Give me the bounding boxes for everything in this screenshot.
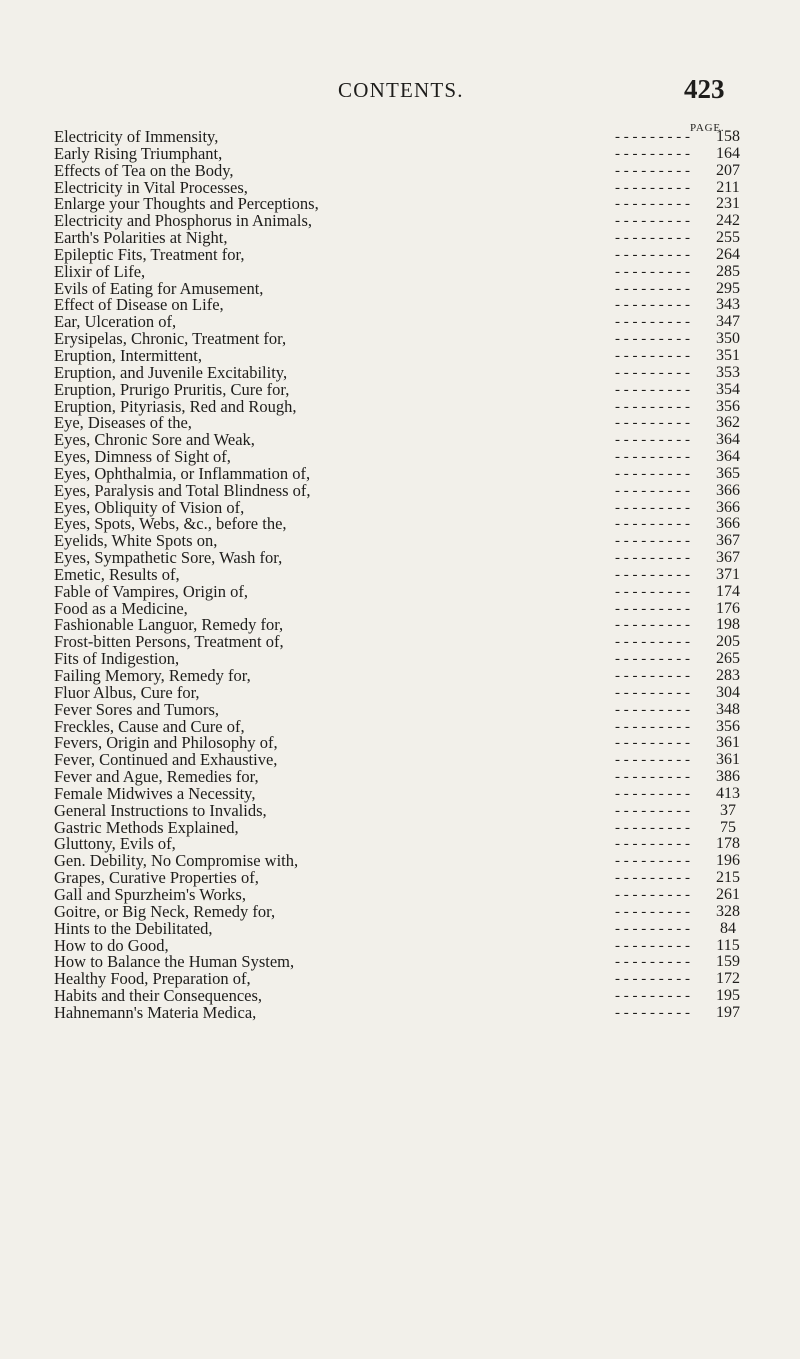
dash-leader: - - - - - - - - - <box>615 769 690 786</box>
dash-leader: - - - - - - - - - <box>615 684 690 701</box>
entry-title: Eyes, Obliquity of Vision of, <box>54 497 245 517</box>
entry-title: Elixir of Life, <box>54 261 146 281</box>
dash-leader: - - - - - - - - - <box>615 381 690 398</box>
entry-page-number: 264 <box>716 245 740 263</box>
dash-leader: - - - - - - - - - <box>615 937 690 954</box>
dash-leader: - - - - - - - - - <box>615 162 690 179</box>
entry-page-number: 386 <box>716 768 740 786</box>
entry-title: Habits and their Consequences, <box>54 986 263 1006</box>
contents-entry <box>54 313 754 330</box>
entry-page-number: 211 <box>716 178 740 196</box>
dash-leader: - - - - - - - - - <box>615 988 690 1005</box>
entry-page-number: 159 <box>716 953 740 971</box>
entry-page-number: 198 <box>716 616 740 634</box>
entry-title: Fits of Indigestion, <box>54 649 180 669</box>
dash-leader: - - - - - - - - - <box>615 145 690 162</box>
entry-page-number: 347 <box>716 313 740 331</box>
dash-leader: - - - - - - - - - <box>615 600 690 617</box>
entry-page-number: 353 <box>716 363 740 381</box>
dash-leader: - - - - - - - - - <box>615 566 690 583</box>
entry-page-number: 196 <box>716 852 740 870</box>
contents-entry <box>54 751 754 768</box>
running-head: CONTENTS. <box>338 78 464 102</box>
contents-entry <box>54 263 754 280</box>
entry-title: Healthy Food, Preparation of, <box>54 969 251 989</box>
dash-leader: - - - - - - - - - <box>615 213 690 230</box>
entry-page-number: 364 <box>716 431 740 449</box>
contents-entry <box>54 920 754 937</box>
dash-leader: - - - - - - - - - <box>615 516 690 533</box>
entry-page-number: 304 <box>716 683 740 701</box>
contents-entry <box>54 886 754 903</box>
entry-title: Erysipelas, Chronic, Treatment for, <box>54 329 287 349</box>
contents-entry <box>54 179 754 196</box>
contents-entry <box>54 195 754 212</box>
entry-title: Eyes, Chronic Sore and Weak, <box>54 430 255 450</box>
dash-leader: - - - - - - - - - <box>615 465 690 482</box>
entry-page-number: 348 <box>716 700 740 718</box>
entry-title: Freckles, Cause and Cure of, <box>54 716 245 736</box>
contents-entry <box>54 532 754 549</box>
contents-entry <box>54 1004 754 1021</box>
entry-title: Eruption, Pityriasis, Red and Rough, <box>54 396 297 416</box>
dash-leader: - - - - - - - - - <box>615 449 690 466</box>
entry-page-number: 364 <box>716 448 740 466</box>
entry-page-number: 366 <box>716 481 740 499</box>
entry-title: Fever, Continued and Exhaustive, <box>54 750 278 770</box>
contents-entry <box>54 280 754 297</box>
contents-entry <box>54 785 754 802</box>
dash-leader: - - - - - - - - - <box>615 246 690 263</box>
dash-leader: - - - - - - - - - <box>615 415 690 432</box>
contents-entry <box>54 549 754 566</box>
dash-leader: - - - - - - - - - <box>615 499 690 516</box>
entry-page-number: 366 <box>716 498 740 516</box>
entry-title: Hints to the Debilitated, <box>54 918 213 938</box>
entry-title: Earth's Polarities at Night, <box>54 228 228 248</box>
contents-entry <box>54 734 754 751</box>
entry-page-number: 350 <box>716 330 740 348</box>
entry-title: Gastric Methods Explained, <box>54 817 239 837</box>
contents-entry <box>54 583 754 600</box>
entry-title: Female Midwives a Necessity, <box>54 783 256 803</box>
dash-leader: - - - - - - - - - <box>615 583 690 600</box>
entry-title: Fevers, Origin and Philosophy of, <box>54 733 278 753</box>
entry-title: Fable of Vampires, Origin of, <box>54 581 248 601</box>
contents-entry <box>54 145 754 162</box>
dash-leader: - - - - - - - - - <box>615 752 690 769</box>
contents-entry <box>54 398 754 415</box>
contents-entry <box>54 701 754 718</box>
dash-leader: - - - - - - - - - <box>615 886 690 903</box>
entry-page-number: 242 <box>716 212 740 230</box>
dash-leader: - - - - - - - - - <box>615 263 690 280</box>
entry-title: Frost-bitten Persons, Treatment of, <box>54 632 284 652</box>
entry-page-number: 371 <box>716 565 740 583</box>
contents-entry <box>54 987 754 1004</box>
dash-leader: - - - - - - - - - <box>615 954 690 971</box>
entry-page-number: 362 <box>716 414 740 432</box>
entry-title: Failing Memory, Remedy for, <box>54 666 251 685</box>
dash-leader: - - - - - - - - - <box>615 432 690 449</box>
contents-entry <box>54 465 754 482</box>
entry-title: Eyes, Ophthalmia, or Inflammation of, <box>54 463 311 483</box>
entry-title: Fever and Ague, Remedies for, <box>54 767 259 787</box>
dash-leader: - - - - - - - - - <box>615 819 690 836</box>
entry-title: Gall and Spurzheim's Works, <box>54 884 246 904</box>
contents-entry <box>54 381 754 398</box>
entry-title: Electricity and Phosphorus in Animals, <box>54 211 313 231</box>
entry-page-number: 354 <box>716 380 740 398</box>
entry-page-number: 172 <box>716 970 740 988</box>
contents-entry <box>54 667 754 684</box>
page-number: 423 <box>684 74 725 104</box>
dash-leader: - - - - - - - - - <box>615 802 690 819</box>
contents-entry <box>54 937 754 954</box>
entry-page-number: 158 <box>716 128 740 145</box>
dash-leader: - - - - - - - - - <box>615 634 690 651</box>
entry-title: How to Balance the Human System, <box>54 952 295 972</box>
entry-title: Eyelids, White Spots on, <box>54 531 218 551</box>
entry-title: Eruption, Intermittent, <box>54 345 203 365</box>
entry-title: How to do Good, <box>54 935 169 955</box>
entry-page-number: 361 <box>716 734 740 752</box>
entry-title: Early Rising Triumphant, <box>54 143 223 163</box>
entry-page-number: 356 <box>716 717 740 735</box>
dash-leader: - - - - - - - - - <box>615 482 690 499</box>
entry-title: Ear, Ulceration of, <box>54 312 177 332</box>
dash-leader: - - - - - - - - - <box>615 718 690 735</box>
dash-leader: - - - - - - - - - <box>615 651 690 668</box>
contents-entry <box>54 330 754 347</box>
dash-leader: - - - - - - - - - <box>615 533 690 550</box>
entry-title: Fashionable Languor, Remedy for, <box>54 615 284 635</box>
entry-title: Hahnemann's Materia Medica, <box>54 1002 257 1022</box>
dash-leader: - - - - - - - - - <box>615 903 690 920</box>
dash-leader: - - - - - - - - - <box>615 280 690 297</box>
entry-title: Grapes, Curative Properties of, <box>54 868 259 888</box>
entry-page-number: 84 <box>720 919 736 937</box>
entry-title: Effects of Tea on the Body, <box>54 160 234 180</box>
contents-entry <box>54 819 754 836</box>
contents-entry <box>54 499 754 516</box>
contents-entry <box>54 650 754 667</box>
dash-leader: - - - - - - - - - <box>615 331 690 348</box>
entry-title: Effect of Disease on Life, <box>54 295 224 315</box>
entry-page-number: 283 <box>716 667 740 684</box>
dash-leader: - - - - - - - - - <box>615 735 690 752</box>
dash-leader: - - - - - - - - - <box>615 550 690 567</box>
dash-leader: - - - - - - - - - <box>615 347 690 364</box>
entry-page-number: 365 <box>716 464 740 482</box>
entry-page-number: 195 <box>716 987 740 1005</box>
dash-leader: - - - - - - - - - <box>615 129 690 145</box>
contents-entry <box>54 431 754 448</box>
entry-page-number: 367 <box>716 532 740 550</box>
dash-leader: - - - - - - - - - <box>615 230 690 247</box>
entry-title: Enlarge your Thoughts and Perceptions, <box>54 194 319 214</box>
entry-page-number: 37 <box>720 801 736 819</box>
entry-title: Emetic, Results of, <box>54 564 180 584</box>
contents-entry <box>54 903 754 920</box>
entry-page-number: 343 <box>716 296 740 314</box>
entry-page-number: 367 <box>716 549 740 567</box>
contents-entry <box>54 835 754 852</box>
contents-entry <box>54 616 754 633</box>
contents-entry <box>54 869 754 886</box>
entry-title: Eyes, Spots, Webs, &c., before the, <box>54 514 287 534</box>
contents-entry <box>54 600 754 617</box>
entry-title: Food as a Medicine, <box>54 598 188 618</box>
entry-page-number: 207 <box>716 161 740 179</box>
contents-entry <box>54 718 754 735</box>
entry-title: Eyes, Sympathetic Sore, Wash for, <box>54 548 283 568</box>
contents-entry <box>54 768 754 785</box>
contents-entry <box>54 229 754 246</box>
contents-entry <box>54 515 754 532</box>
entry-page-number: 75 <box>720 818 736 836</box>
entry-page-number: 351 <box>716 346 740 364</box>
entry-title: Gluttony, Evils of, <box>54 834 176 854</box>
entry-page-number: 164 <box>716 144 740 162</box>
entry-page-number: 205 <box>716 633 740 651</box>
page-column-label: PAGE. <box>690 122 725 134</box>
contents-list <box>54 128 754 1021</box>
dash-leader: - - - - - - - - - <box>615 870 690 887</box>
entry-title: Electricity of Immensity, <box>54 127 219 146</box>
contents-entry <box>54 246 754 263</box>
entry-page-number: 174 <box>716 582 740 600</box>
entry-title: Epileptic Fits, Treatment for, <box>54 244 245 264</box>
entry-title: Eruption, and Juvenile Excitability, <box>54 362 288 382</box>
contents-entry <box>54 684 754 701</box>
entry-page-number: 366 <box>716 515 740 533</box>
dash-leader: - - - - - - - - - <box>615 398 690 415</box>
contents-entry <box>54 970 754 987</box>
dash-leader: - - - - - - - - - <box>615 853 690 870</box>
entry-page-number: 285 <box>716 262 740 280</box>
entry-title: General Instructions to Invalids, <box>54 800 267 820</box>
contents-entry <box>54 347 754 364</box>
dash-leader: - - - - - - - - - <box>615 785 690 802</box>
contents-entry <box>54 128 754 145</box>
contents-entry <box>54 414 754 431</box>
entry-title: Eye, Diseases of the, <box>54 413 192 433</box>
entry-title: Fluor Albus, Cure for, <box>54 682 200 702</box>
entry-page-number: 356 <box>716 397 740 415</box>
contents-entry <box>54 633 754 650</box>
contents-entry <box>54 852 754 869</box>
dash-leader: - - - - - - - - - <box>615 364 690 381</box>
dash-leader: - - - - - - - - - <box>615 920 690 937</box>
entry-page-number: 261 <box>716 885 740 903</box>
contents-entry <box>54 162 754 179</box>
entry-page-number: 178 <box>716 835 740 853</box>
dash-leader: - - - - - - - - - <box>615 971 690 988</box>
entry-page-number: 328 <box>716 902 740 920</box>
entry-title: Eyes, Dimness of Sight of, <box>54 447 231 467</box>
contents-entry <box>54 448 754 465</box>
entry-title: Eruption, Prurigo Pruritis, Cure for, <box>54 379 290 399</box>
entry-title: Eyes, Paralysis and Total Blindness of, <box>54 480 311 500</box>
dash-leader: - - - - - - - - - <box>615 836 690 853</box>
entry-title: Fever Sores and Tumors, <box>54 699 220 719</box>
contents-entry <box>54 364 754 381</box>
entry-title: Electricity in Vital Processes, <box>54 177 248 197</box>
dash-leader: - - - - - - - - - <box>615 196 690 213</box>
entry-page-number: 231 <box>716 195 740 213</box>
dash-leader: - - - - - - - - - <box>615 668 690 684</box>
contents-entry <box>54 566 754 583</box>
contents-entry <box>54 212 754 229</box>
entry-page-number: 255 <box>716 229 740 247</box>
contents-entry <box>54 802 754 819</box>
contents-entry <box>54 296 754 313</box>
contents-entry <box>54 482 754 499</box>
dash-leader: - - - - - - - - - <box>615 617 690 634</box>
entry-page-number: 413 <box>716 784 740 802</box>
entry-page-number: 197 <box>716 1003 740 1021</box>
entry-page-number: 265 <box>716 650 740 668</box>
entry-title: Gen. Debility, No Compromise with, <box>54 851 299 871</box>
entry-page-number: 215 <box>716 869 740 887</box>
entry-title: Goitre, or Big Neck, Remedy for, <box>54 901 276 921</box>
entry-page-number: 295 <box>716 279 740 297</box>
entry-page-number: 361 <box>716 751 740 769</box>
entry-page-number: 176 <box>716 599 740 617</box>
dash-leader: - - - - - - - - - <box>615 701 690 718</box>
entry-page-number: 115 <box>716 936 740 954</box>
dash-leader: - - - - - - - - - <box>615 297 690 314</box>
dash-leader: - - - - - - - - - <box>615 1004 690 1021</box>
entry-title: Evils of Eating for Amusement, <box>54 278 264 298</box>
dash-leader: - - - - - - - - - <box>615 179 690 196</box>
contents-entry <box>54 953 754 970</box>
dash-leader: - - - - - - - - - <box>615 314 690 331</box>
